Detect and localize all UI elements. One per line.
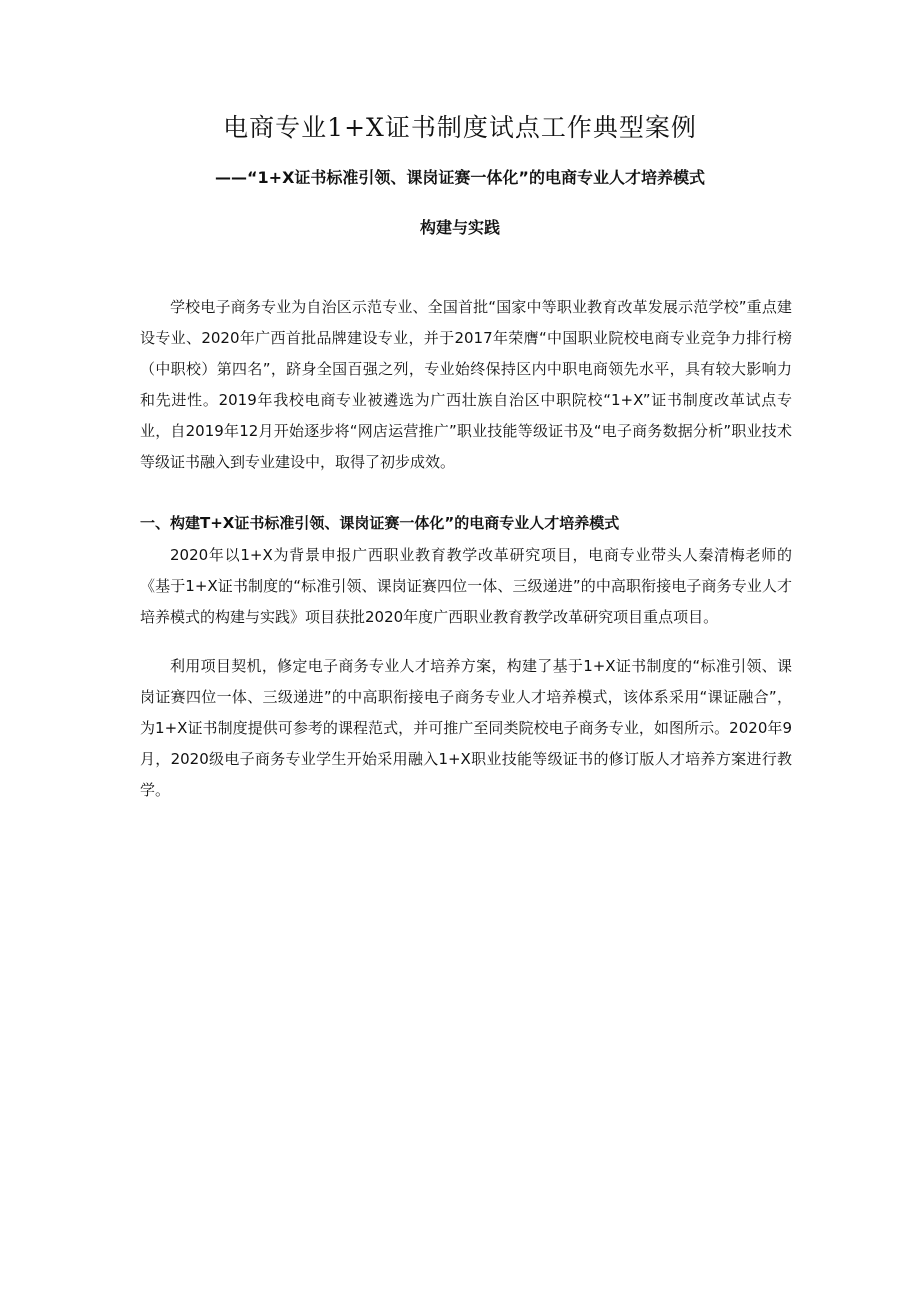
document-subtitle-continued: 构建与实践	[419, 218, 500, 237]
document-subtitle: ——“1+X证书标准引领、课岗证赛一体化”的电商专业人才培养模式	[215, 168, 705, 187]
section-paragraph: 利用项目契机，修定电子商务专业人才培养方案，构建了基于1+X证书制度的“标准引领、课岗证赛四位一体、三级递进”的中高职衔接电子商务专业人才培养模式，该体系采用“课证融合”，为1+X证书制度提供可参考的课程范式，并可推广至同类院校电子商务专业，如图所示。2020年9月，2020级电子商务专业学生开始采用融入1+X职业技能等级证书的修订版人才培养方案进行教学。	[140, 657, 792, 799]
section-paragraph: 2020年以1+X为背景申报广西职业教育教学改革研究项目，电商专业带头人秦清梅老师的《基于1+X证书制度的“标准引领、课岗证赛四位一体、三级递进”的中高职衔接电子商务专业人才培养模式的构建与实践》项目获批2020年度广西职业教育教学改革研究项目重点项目。	[140, 546, 792, 626]
section-body-1	[140, 540, 792, 633]
intro-paragraph: 学校电子商务专业为自治区示范专业、全国首批“国家中等职业教育改革发展示范学校”重点建设专业、2020年广西首批品牌建设专业，并于2017年荣膺“中国职业院校电商专业竞争力排行榜（中职校）第四名”，跻身全国百强之列，专业始终保持区内中职电商领先水平，具有较大影响力和先进性。2019年我校电商专业被遴选为广西壮族自治区中职院校“1+X”证书制度改革试点专业，自2019年12月开始逐步将“网店运营推广”职业技能等级证书及“电子商务数据分析”职业技术等级证书融入到专业建设中，取得了初步成效。	[140, 298, 792, 471]
section-heading: 一、构建T+X证书标准引领、课岗证赛一体化”的电商专业人才培养模式	[140, 514, 620, 532]
section-body-2	[140, 651, 792, 806]
intro-section	[140, 292, 792, 478]
document-title: 电商专业1+X证书制度试点工作典型案例	[223, 113, 697, 142]
